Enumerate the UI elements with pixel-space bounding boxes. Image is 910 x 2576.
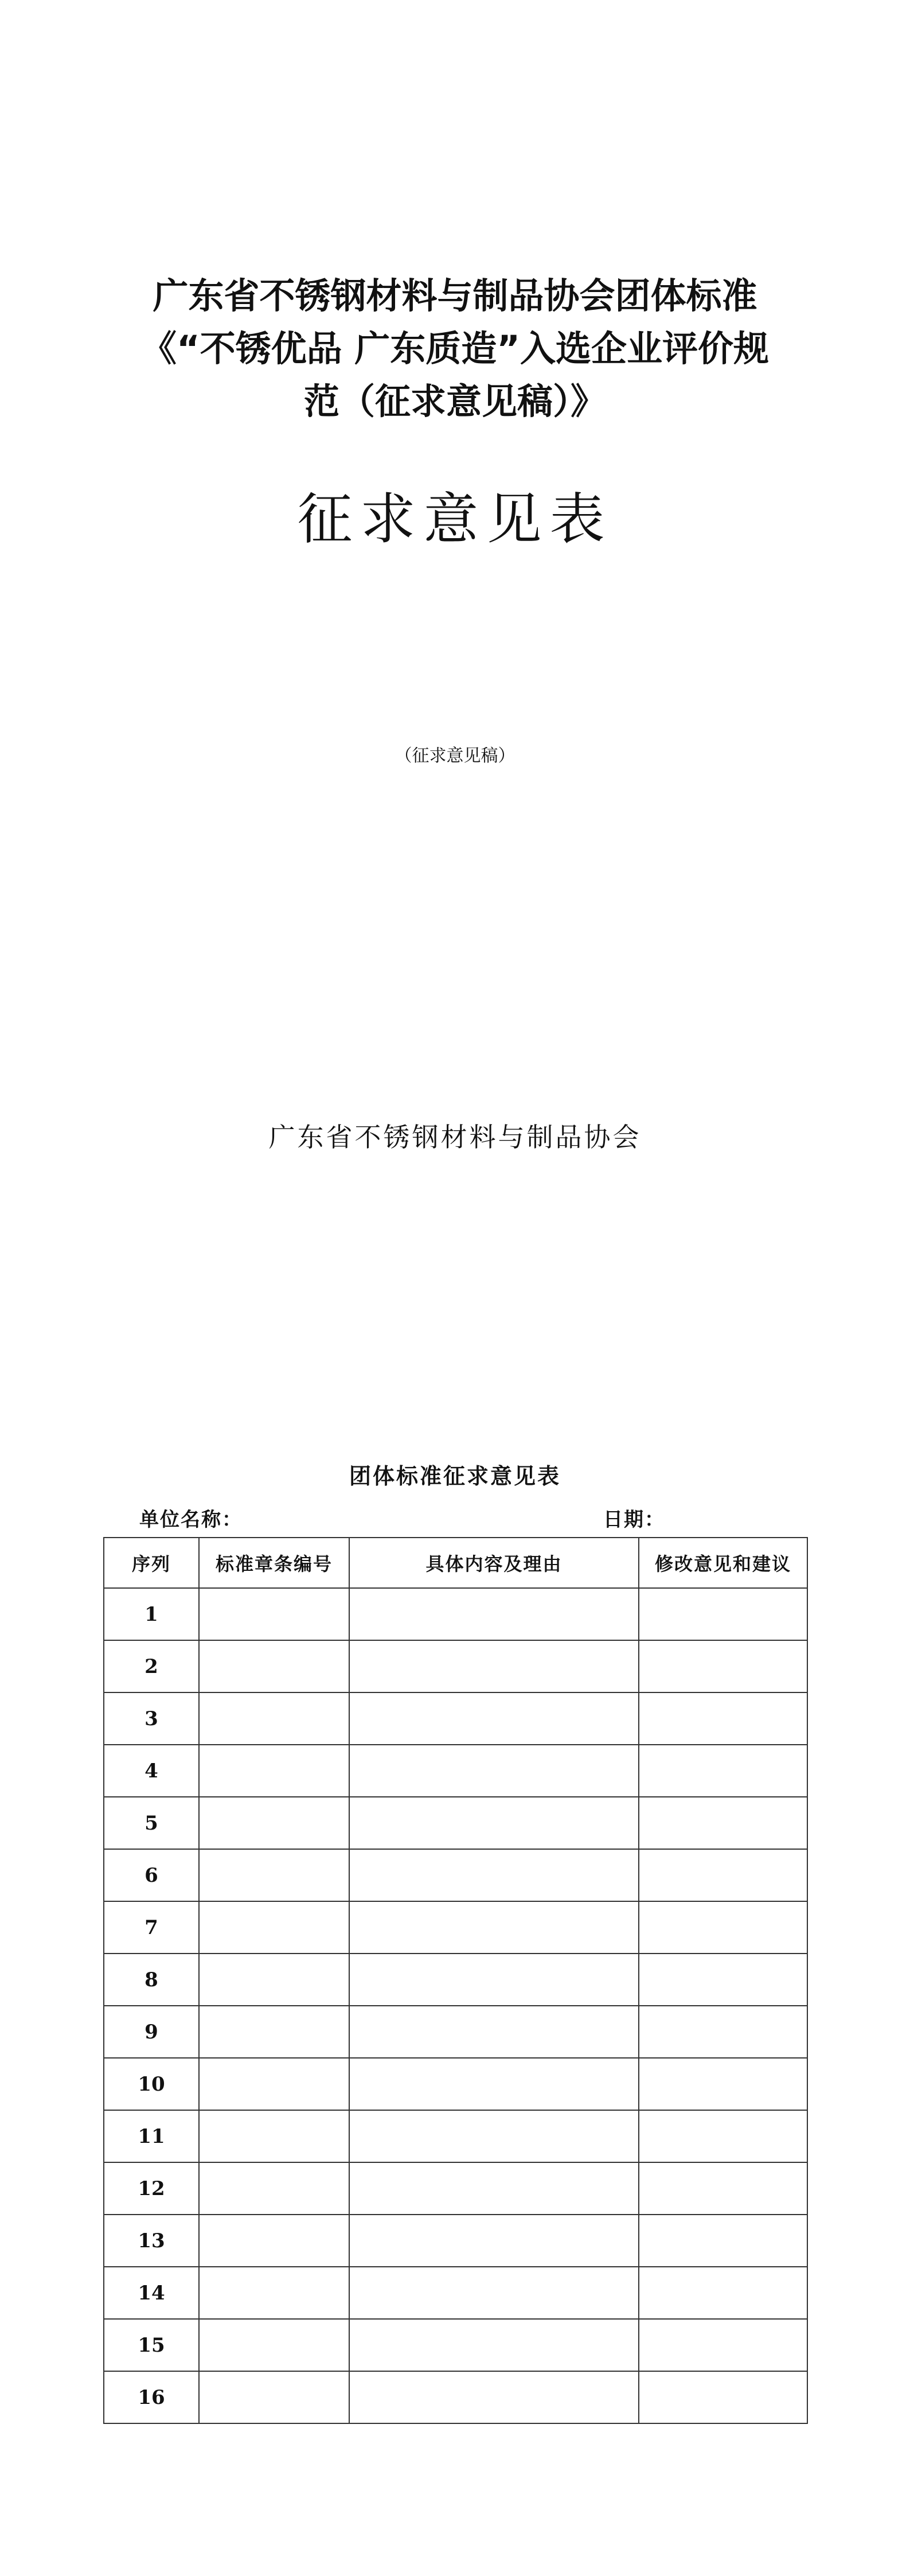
content-cell[interactable] (349, 2215, 639, 2267)
row-number-cell: 16 (104, 2371, 199, 2423)
document-heading: 征求意见表 (297, 487, 613, 551)
row-number-cell: 10 (104, 2058, 199, 2110)
row-number-cell: 11 (104, 2110, 199, 2162)
content-cell[interactable] (349, 1640, 639, 1692)
row-number-cell: 3 (104, 1692, 199, 1745)
suggestion-cell[interactable] (639, 2267, 807, 2319)
column-header-serial: 序列 (104, 1538, 199, 1588)
row-number-cell: 1 (104, 1588, 199, 1640)
table-row (104, 2162, 807, 2215)
content-cell[interactable] (349, 2319, 639, 2371)
content-cell[interactable] (349, 2162, 639, 2215)
suggestion-cell[interactable] (639, 2319, 807, 2371)
clause-cell[interactable] (199, 1797, 349, 1849)
table-row (104, 1745, 807, 1797)
suggestion-cell[interactable] (639, 2215, 807, 2267)
suggestion-cell[interactable] (639, 1692, 807, 1745)
content-cell[interactable] (349, 1745, 639, 1797)
row-number-cell: 13 (104, 2215, 199, 2267)
content-cell[interactable] (349, 2006, 639, 2058)
clause-cell[interactable] (199, 1692, 349, 1745)
suggestion-cell[interactable] (639, 2162, 807, 2215)
content-cell[interactable] (349, 2058, 639, 2110)
row-number-cell: 8 (104, 1954, 199, 2006)
suggestion-cell[interactable] (639, 1901, 807, 1954)
form-title: 团体标准征求意见表 (349, 1463, 561, 1489)
clause-cell[interactable] (199, 2110, 349, 2162)
table-row (104, 1797, 807, 1849)
document-title-line: 范（征求意见稿）》 (303, 380, 606, 422)
clause-cell[interactable] (199, 1849, 349, 1901)
suggestion-cell[interactable] (639, 2058, 807, 2110)
table-row (104, 2267, 807, 2319)
clause-cell[interactable] (199, 1745, 349, 1797)
content-cell[interactable] (349, 1692, 639, 1745)
suggestion-cell[interactable] (639, 1640, 807, 1692)
table-row (104, 1954, 807, 2006)
clause-cell[interactable] (199, 1901, 349, 1954)
row-number-cell: 12 (104, 2162, 199, 2215)
content-cell[interactable] (349, 1901, 639, 1954)
table-row (104, 2371, 807, 2423)
table-row (104, 2006, 807, 2058)
clause-cell[interactable] (199, 2215, 349, 2267)
table-row (104, 1849, 807, 1901)
opinion-table (103, 1537, 808, 2424)
clause-cell[interactable] (199, 2371, 349, 2423)
content-cell[interactable] (349, 2267, 639, 2319)
suggestion-cell[interactable] (639, 1954, 807, 2006)
table-row (104, 2215, 807, 2267)
content-cell[interactable] (349, 1797, 639, 1849)
suggestion-cell[interactable] (639, 1745, 807, 1797)
table-row (104, 1588, 807, 1640)
suggestion-cell[interactable] (639, 1849, 807, 1901)
row-number-cell: 15 (104, 2319, 199, 2371)
row-number-cell: 7 (104, 1901, 199, 1954)
clause-cell[interactable] (199, 1588, 349, 1640)
suggestion-cell[interactable] (639, 1588, 807, 1640)
row-number-cell: 14 (104, 2267, 199, 2319)
draft-note: （征求意见稿） (395, 746, 515, 766)
content-cell[interactable] (349, 1588, 639, 1640)
clause-cell[interactable] (199, 2058, 349, 2110)
content-cell[interactable] (349, 2371, 639, 2423)
column-header-suggestion: 修改意见和建议 (639, 1538, 807, 1588)
issuer-name: 广东省不锈钢材料与制品协会 (268, 1122, 642, 1153)
row-number-cell: 9 (104, 2006, 199, 2058)
table-row (104, 1901, 807, 1954)
document-title-line: 广东省不锈钢材料与制品协会团体标准 (153, 275, 757, 317)
clause-cell[interactable] (199, 1640, 349, 1692)
row-number-cell: 6 (104, 1849, 199, 1901)
suggestion-cell[interactable] (639, 2110, 807, 2162)
table-row (104, 2319, 807, 2371)
opinion-table-body (104, 1588, 807, 2423)
table-row (104, 2058, 807, 2110)
document-title-line: 《“不锈优品 广东质造”入选企业评价规 (140, 328, 770, 369)
column-header-clause: 标准章条编号 (199, 1538, 349, 1588)
content-cell[interactable] (349, 1849, 639, 1901)
clause-cell[interactable] (199, 2267, 349, 2319)
row-number-cell: 4 (104, 1745, 199, 1797)
clause-cell[interactable] (199, 2162, 349, 2215)
clause-cell[interactable] (199, 2319, 349, 2371)
table-row (104, 1640, 807, 1692)
clause-cell[interactable] (199, 2006, 349, 2058)
table-header-row (104, 1538, 807, 1588)
unit-name-label: 单位名称： (139, 1508, 243, 1531)
content-cell[interactable] (349, 1954, 639, 2006)
table-row (104, 2110, 807, 2162)
suggestion-cell[interactable] (639, 2371, 807, 2423)
table-row (104, 1692, 807, 1745)
row-number-cell: 2 (104, 1640, 199, 1692)
clause-cell[interactable] (199, 1954, 349, 2006)
suggestion-cell[interactable] (639, 2006, 807, 2058)
row-number-cell: 5 (104, 1797, 199, 1849)
content-cell[interactable] (349, 2110, 639, 2162)
column-header-content: 具体内容及理由 (349, 1538, 639, 1588)
date-label: 日期： (603, 1508, 665, 1531)
document-title (0, 270, 910, 428)
suggestion-cell[interactable] (639, 1797, 807, 1849)
